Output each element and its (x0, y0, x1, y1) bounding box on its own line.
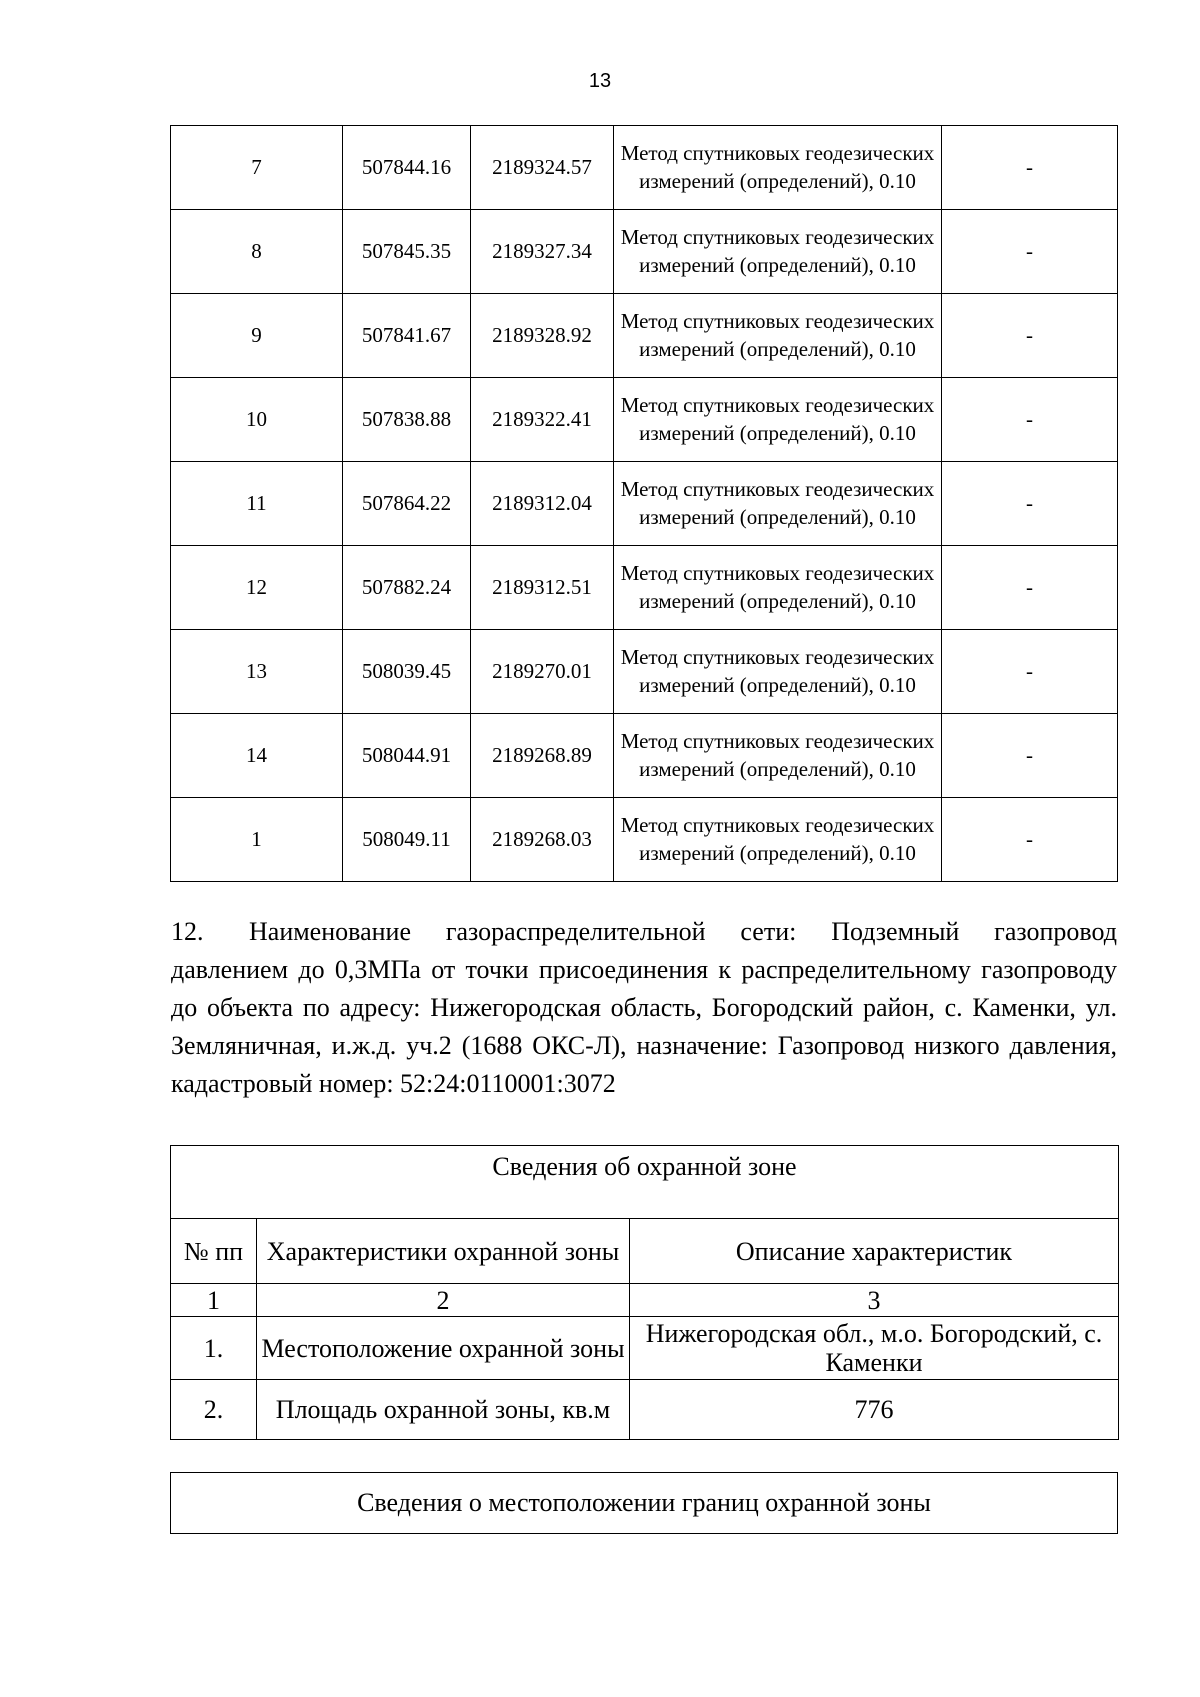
method-cell: Метод спутниковых геодезических измерений (определений), 0.10 (614, 714, 942, 798)
table-row (171, 798, 1118, 882)
coord-y: 2189328.92 (471, 294, 614, 378)
method-cell: Метод спутниковых геодезических измерений (определений), 0.10 (614, 462, 942, 546)
method-cell: Метод спутниковых геодезических измерений (определений), 0.10 (614, 630, 942, 714)
method-cell: Метод спутниковых геодезических измерений (определений), 0.10 (614, 378, 942, 462)
coord-y: 2189312.04 (471, 462, 614, 546)
note-cell: - (942, 126, 1118, 210)
page-number: 13 (588, 70, 612, 92)
row-characteristic: Местоположение охранной зоны (257, 1317, 630, 1380)
protection-zone-table (170, 1145, 1119, 1440)
table-row (171, 462, 1118, 546)
point-number: 13 (171, 630, 343, 714)
table-row (171, 210, 1118, 294)
coord-y: 2189327.34 (471, 210, 614, 294)
method-cell: Метод спутниковых геодезических измерений (определений), 0.10 (614, 210, 942, 294)
point-number: 7 (171, 126, 343, 210)
index-cell: 3 (630, 1284, 1119, 1317)
coordinates-table (170, 125, 1118, 882)
point-number: 14 (171, 714, 343, 798)
coord-x: 507838.88 (343, 378, 471, 462)
note-cell: - (942, 294, 1118, 378)
network-description-paragraph (171, 913, 1117, 1103)
coord-x: 507882.24 (343, 546, 471, 630)
paragraph-number: 12. (171, 917, 204, 946)
row-description: 776 (630, 1380, 1119, 1440)
paragraph-text: Наименование газораспределительной сети: Подземный газопровод давлением до 0,3МПа от точки присоединения к распределительному газопроводу до объекта по адресу: Нижегородская область, Богородский район, с. Каменки, ул. Земляничная, и.ж.д. уч.2 (1688 ОКС-Л), назначение: Газопровод низкого давления, кадастровый номер: 52:24:0110001:3072 (171, 917, 1117, 1098)
header-characteristic: Характеристики охранной зоны (257, 1219, 630, 1284)
header-description: Описание характеристик (630, 1219, 1119, 1284)
point-number: 10 (171, 378, 343, 462)
row-description: Нижегородская обл., м.о. Богородский, с. Каменки (630, 1317, 1119, 1380)
row-number: 1. (171, 1317, 257, 1380)
table-row (171, 1380, 1119, 1440)
boundaries-table (170, 1472, 1118, 1534)
table-row (171, 1317, 1119, 1380)
point-number: 1 (171, 798, 343, 882)
boundaries-table-title: Сведения о местоположении границ охранной зоны (171, 1473, 1118, 1534)
table-row (171, 546, 1118, 630)
coord-x: 508044.91 (343, 714, 471, 798)
coord-y: 2189268.03 (471, 798, 614, 882)
point-number: 9 (171, 294, 343, 378)
method-cell: Метод спутниковых геодезических измерений (определений), 0.10 (614, 126, 942, 210)
note-cell: - (942, 210, 1118, 294)
index-cell: 1 (171, 1284, 257, 1317)
method-cell: Метод спутниковых геодезических измерений (определений), 0.10 (614, 294, 942, 378)
zone-table-title: Сведения об охранной зоне (171, 1146, 1119, 1219)
coord-x: 508049.11 (343, 798, 471, 882)
coord-x: 507864.22 (343, 462, 471, 546)
point-number: 11 (171, 462, 343, 546)
coord-x: 507841.67 (343, 294, 471, 378)
note-cell: - (942, 630, 1118, 714)
coord-x: 507844.16 (343, 126, 471, 210)
header-number: № пп (171, 1219, 257, 1284)
table-row (171, 378, 1118, 462)
note-cell: - (942, 378, 1118, 462)
coord-y: 2189322.41 (471, 378, 614, 462)
table-row (171, 630, 1118, 714)
coord-y: 2189268.89 (471, 714, 614, 798)
coord-x: 507845.35 (343, 210, 471, 294)
note-cell: - (942, 462, 1118, 546)
table-row (171, 294, 1118, 378)
point-number: 12 (171, 546, 343, 630)
point-number: 8 (171, 210, 343, 294)
row-number: 2. (171, 1380, 257, 1440)
note-cell: - (942, 546, 1118, 630)
note-cell: - (942, 798, 1118, 882)
method-cell: Метод спутниковых геодезических измерений (определений), 0.10 (614, 798, 942, 882)
coord-y: 2189270.01 (471, 630, 614, 714)
note-cell: - (942, 714, 1118, 798)
row-characteristic: Площадь охранной зоны, кв.м (257, 1380, 630, 1440)
index-cell: 2 (257, 1284, 630, 1317)
coord-x: 508039.45 (343, 630, 471, 714)
coord-y: 2189324.57 (471, 126, 614, 210)
table-row (171, 126, 1118, 210)
table-row (171, 714, 1118, 798)
coord-y: 2189312.51 (471, 546, 614, 630)
method-cell: Метод спутниковых геодезических измерений (определений), 0.10 (614, 546, 942, 630)
